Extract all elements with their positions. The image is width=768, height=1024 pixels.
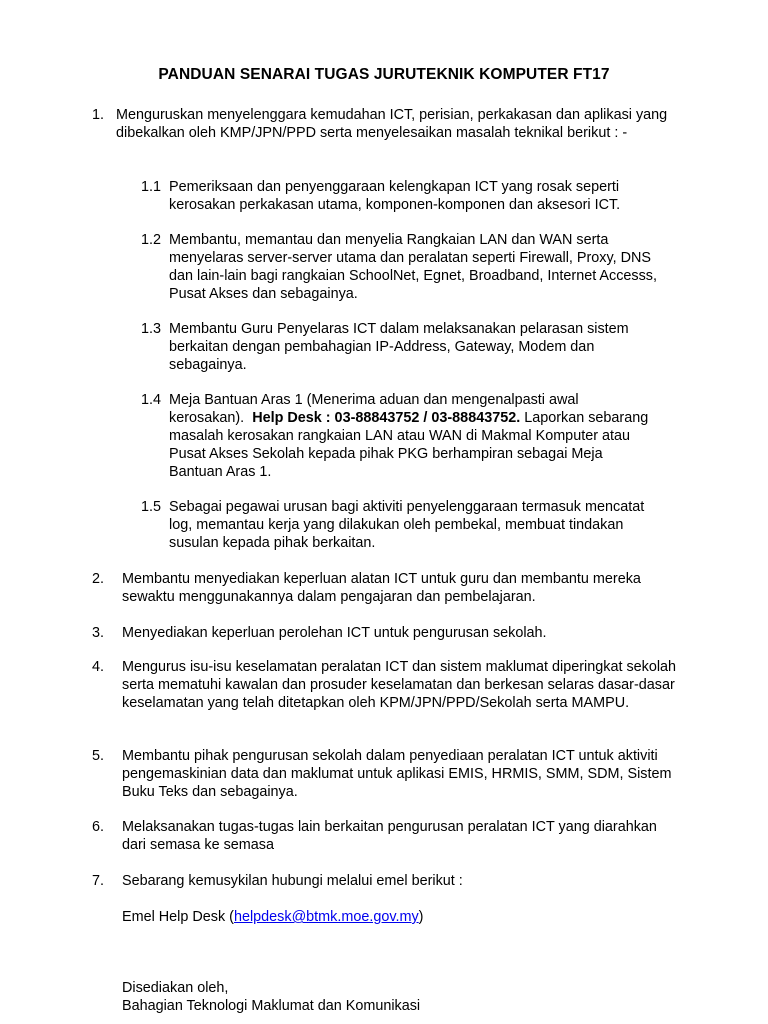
page-title: PANDUAN SENARAI TUGAS JURUTEKNIK KOMPUTER FT17 xyxy=(158,66,610,83)
sub-text: Pemeriksaan dan penyenggaraan kelengkapan ICT yang rosak seperti kerosakan perkakasan utama, komponen-komponen dan aksesori ICT. xyxy=(169,179,621,213)
sub-text xyxy=(169,391,659,481)
list-number: 7. xyxy=(92,873,105,889)
list-text: Mengurus isu-isu keselamatan peralatan ICT dan sistem maklumat diperingkat sekolah serta mematuhi kawalan dan prosuder keselamatan dan berkesan selaras dasar-dasar keselamatan yang telah ditetapkan oleh KPM/JPN/PPD/Sekolah serta MAMPU. xyxy=(122,659,677,711)
help-desk-phone: Help Desk : 03-88843752 / 03-88843752. xyxy=(252,410,521,426)
sub-text: Sebagai pegawai urusan bagi aktiviti penyelenggaraan termasuk mencatat log, memantau kerja yang dilakukan oleh pembekal, membuat tindakan susulan kepada pihak berkaitan. xyxy=(169,499,645,551)
helpdesk-email-link[interactable]: helpdesk@btmk.moe.gov.my xyxy=(233,909,419,925)
list-number: 4. xyxy=(92,659,105,675)
sub-number: 1.5 xyxy=(141,499,162,515)
sub-text: Membantu, memantau dan menyelia Rangkaian LAN dan WAN serta menyelaras server-server utama dan peralatan seperti Firewall, Proxy, DNS dan lain-lain bagi rangkaian SchoolNet, Egnet, Broadband, Internet Accesss, Pusat Akses dan sebagainya. xyxy=(169,232,657,302)
list-number: 3. xyxy=(92,625,105,641)
email-prefix: Emel Help Desk ( xyxy=(122,909,234,925)
sub-text: Membantu Guru Penyelaras ICT dalam melaksanakan pelarasan sistem berkaitan dengan pembahagian IP-Address, Gateway, Modem dan sebagainya. xyxy=(169,321,629,373)
list-number: 2. xyxy=(92,571,105,587)
list-text: Sebarang kemusykilan hubungi melalui emel berikut : xyxy=(122,873,463,889)
list-text: Menyediakan keperluan perolehan ICT untuk pengurusan sekolah. xyxy=(122,625,547,641)
list-number: 5. xyxy=(92,748,105,764)
list-text: Membantu menyediakan keperluan alatan ICT untuk guru dan membantu mereka sewaktu menggunakannya dalam pengajaran dan pembelajaran. xyxy=(122,571,641,605)
document-page: PANDUAN SENARAI TUGAS JURUTEKNIK KOMPUTER FT17 1. Menguruskan menyelenggara kemudahan ICT, perisian, perkakasan dan aplikasi yang dibekalkan oleh KMP/JPN/PPD serta menyelesaikan masalah teknikal berikut : - 1.1 Pemeriksaan dan penyenggaraan kelengkapan ICT yang rosak seperti kerosakan perkakasan utama, komponen-komponen dan aksesori ICT. 1.2 Membantu, memantau dan menyelia Rangkaian LAN dan WAN serta menyelaras server-server utama dan peralatan seperti Firewall, Proxy, DNS dan lain-lain bagi rangkaian SchoolNet, Egnet, Broadband, Internet Accesss, Pusat Akses dan sebagainya. 1.3 Membantu Guru Penyelaras ICT dalam melaksanakan pelarasan sistem berkaitan dengan pembahagian IP-Address, Gateway, Modem dan sebagainya. 1.4 Meja Bantuan Aras 1 (Menerima aduan dan mengenalpasti awal kerosakan). Help Desk : 03-88843752 / 03-88843752. Laporkan sebarang masalah kerosakan rangkaian LAN atau WAN di Makmal Komputer atau Pusat Akses Sekolah kepada pihak PKG berhampiran sebagai Meja Bantuan Aras 1. 1.5 Sebagai pegawai urusan bagi aktiviti penyelenggaraan termasuk mencatat log, memantau kerja yang dilakukan oleh pembekal, membuat tindakan susulan kepada pihak berkaitan. 2. Membantu menyediakan keperluan alatan ICT untuk guru dan membantu mereka sewaktu menggunakannya dalam pengajaran dan pembelajaran. 3. Menyediakan keperluan perolehan ICT untuk pengurusan sekolah. 4. Mengurus isu-isu keselamatan peralatan ICT dan sistem maklumat diperingkat sekolah serta mematuhi kawalan dan prosuder keselamatan dan berkesan selaras dasar-dasar keselamatan yang telah ditetapkan oleh KPM/JPN/PPD/Sekolah serta MAMPU. 5. Membantu pihak pengurusan sekolah dalam penyediaan peralatan ICT untuk aktiviti pengemaskinian data dan maklumat untuk aplikasi EMIS, HRMIS, SMM, SDM, Sistem Buku Teks dan sebagainya. 6. Melaksanakan tugas-tugas lain berkaitan pengurusan peralatan ICT yang diarahkan dari semasa ke semasa 7. Sebarang kemusykilan hubungi melalui emel berikut : Emel Help Desk (helpdesk@btmk.moe.gov.my) Disediakan oleh, Bahagian Teknologi Maklumat dan Komunikasi xyxy=(0,0,768,1024)
list-number: 1. xyxy=(92,107,105,123)
list-text: Membantu pihak pengurusan sekolah dalam penyediaan peralatan ICT untuk aktiviti pengemaskinian data dan maklumat untuk aplikasi EMIS, HRMIS, SMM, SDM, Sistem Buku Teks dan sebagainya. xyxy=(122,748,672,800)
list-text: Menguruskan menyelenggara kemudahan ICT, perisian, perkakasan dan aplikasi yang dibekalkan oleh KMP/JPN/PPD serta menyelesaikan masalah teknikal berikut : - xyxy=(116,107,668,141)
sub-number: 1.2 xyxy=(141,232,162,248)
sub-text-part-b: Laporkan sebarang masalah kerosakan rangkaian LAN atau WAN di Makmal Komputer atau Pusat Akses Sekolah kepada pihak PKG berhampiran sebagai Meja Bantuan Aras 1. xyxy=(169,410,649,480)
email-suffix: ) xyxy=(418,909,424,925)
sub-number: 1.4 xyxy=(141,392,162,408)
sub-text-part-a: Meja Bantuan Aras 1 (Menerima aduan dan mengenalpasti awal kerosakan). xyxy=(169,392,579,426)
list-number: 6. xyxy=(92,819,105,835)
list-text: Melaksanakan tugas-tugas lain berkaitan pengurusan peralatan ICT yang diarahkan dari semasa ke semasa xyxy=(122,819,657,853)
sub-number: 1.3 xyxy=(141,321,162,337)
sub-number: 1.1 xyxy=(141,179,162,195)
